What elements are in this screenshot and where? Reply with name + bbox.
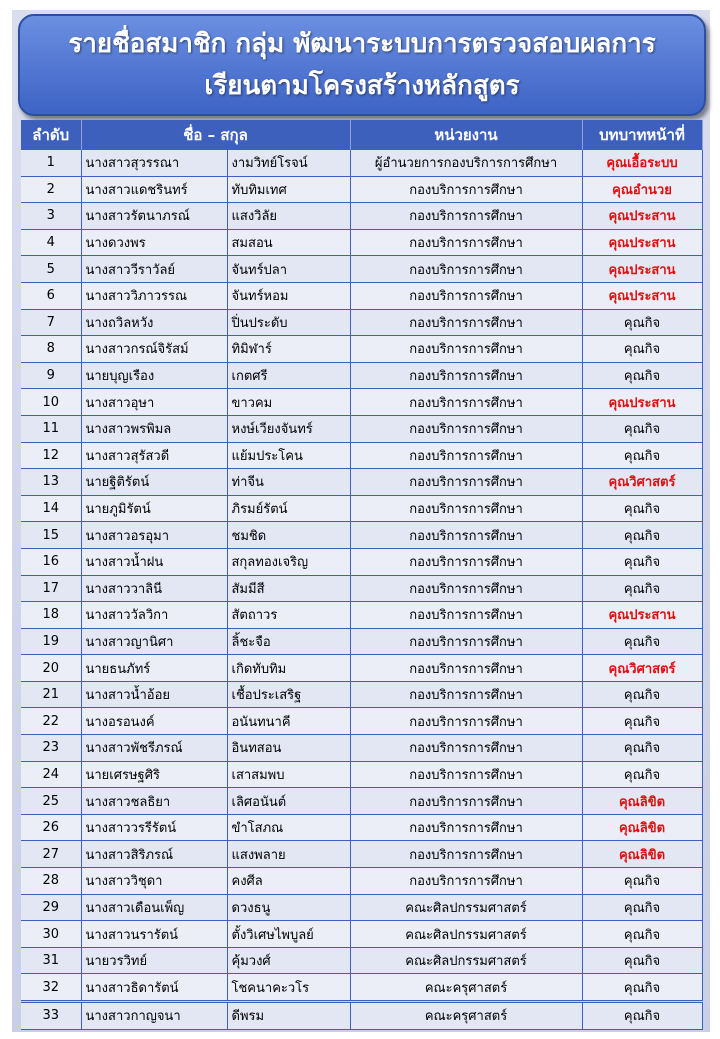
cell-unit: กองบริการการศึกษา: [350, 548, 582, 575]
header-unit: หน่วยงาน: [350, 120, 582, 150]
table-row: [21, 628, 702, 655]
cell-unit: คณะศิลปกรรมศาสตร์: [350, 947, 582, 974]
cell-no: 7: [21, 309, 81, 336]
title-line-2: เรียนตามโครงสร้างหลักสูตร: [204, 71, 520, 101]
cell-unit: กองบริการการศึกษา: [350, 256, 582, 283]
cell-role: คุณกิจ: [582, 362, 702, 389]
table-row: [21, 176, 702, 203]
table-row: [21, 203, 702, 230]
cell-no: 1: [21, 150, 81, 176]
cell-last-name: ขำโสภณ: [227, 814, 350, 841]
cell-last-name: เชื้อประเสริฐ: [227, 681, 350, 708]
cell-role: คุณกิจ: [582, 628, 702, 655]
table-row: [21, 974, 702, 1002]
cell-first-name: นางสาวน้ำอ้อย: [81, 681, 227, 708]
cell-role: คุณกิจ: [582, 868, 702, 895]
cell-unit: ผู้อำนวยการกองบริการการศึกษา: [350, 150, 582, 176]
table-row: [21, 309, 702, 336]
cell-first-name: นางสาวชลธิยา: [81, 788, 227, 815]
cell-first-name: นางสาวรัตนาภรณ์: [81, 203, 227, 230]
table-row: [21, 841, 702, 868]
cell-role: คุณลิขิต: [582, 814, 702, 841]
cell-no: 4: [21, 229, 81, 256]
cell-role: คุณลิขิต: [582, 841, 702, 868]
cell-last-name: ภิรมย์รัตน์: [227, 495, 350, 522]
cell-last-name: ลิ้ชะจือ: [227, 628, 350, 655]
table-row: [21, 602, 702, 629]
cell-unit: กองบริการการศึกษา: [350, 282, 582, 309]
cell-last-name: เกิดทับทิม: [227, 655, 350, 682]
cell-unit: กองบริการการศึกษา: [350, 176, 582, 203]
cell-first-name: นางอรอนงค์: [81, 708, 227, 735]
cell-no: 24: [21, 761, 81, 788]
cell-no: 22: [21, 708, 81, 735]
cell-first-name: นางสาวพัชรีภรณ์: [81, 735, 227, 762]
cell-no: 13: [21, 469, 81, 496]
table-row: [21, 389, 702, 416]
table-row: [21, 442, 702, 469]
cell-role: คุณกิจ: [582, 415, 702, 442]
table-row: [21, 336, 702, 363]
cell-last-name: คุ้มวงศ์: [227, 947, 350, 974]
cell-last-name: อนันทนาคี: [227, 708, 350, 735]
cell-last-name: สมสอน: [227, 229, 350, 256]
cell-no: 32: [21, 974, 81, 1002]
cell-role: คุณเอื้อระบบ: [582, 150, 702, 176]
cell-no: 33: [21, 1002, 81, 1030]
cell-last-name: คงศีล: [227, 868, 350, 895]
cell-first-name: นางสาวญานิศา: [81, 628, 227, 655]
table-row: [21, 921, 702, 948]
cell-first-name: นายวรวิทย์: [81, 947, 227, 974]
cell-last-name: แย้มประโคน: [227, 442, 350, 469]
cell-role: คุณกิจ: [582, 974, 702, 1002]
cell-first-name: นางสาวอรอุมา: [81, 522, 227, 549]
cell-unit: คณะศิลปกรรมศาสตร์: [350, 921, 582, 948]
cell-no: 26: [21, 814, 81, 841]
cell-no: 5: [21, 256, 81, 283]
cell-no: 20: [21, 655, 81, 682]
table-row: [21, 1002, 702, 1030]
table-row: [21, 708, 702, 735]
cell-no: 23: [21, 735, 81, 762]
cell-role: คุณวิศาสตร์: [582, 655, 702, 682]
cell-role: คุณกิจ: [582, 947, 702, 974]
cell-last-name: สัตถาวร: [227, 602, 350, 629]
cell-unit: คณะศิลปกรรมศาสตร์: [350, 894, 582, 921]
cell-last-name: ทับทิมเทศ: [227, 176, 350, 203]
cell-unit: กองบริการการศึกษา: [350, 761, 582, 788]
cell-first-name: นายฐิติรัตน์: [81, 469, 227, 496]
cell-role: คุณประสาน: [582, 389, 702, 416]
cell-role: คุณกิจ: [582, 336, 702, 363]
table-row: [21, 655, 702, 682]
cell-unit: กองบริการการศึกษา: [350, 788, 582, 815]
cell-last-name: สัมมีสี: [227, 575, 350, 602]
cell-unit: กองบริการการศึกษา: [350, 841, 582, 868]
cell-first-name: นางสาวกาญจนา: [81, 1002, 227, 1030]
table-row: [21, 681, 702, 708]
cell-first-name: นางถวิลหวัง: [81, 309, 227, 336]
table-row: [21, 150, 702, 176]
cell-role: คุณกิจ: [582, 522, 702, 549]
cell-role: คุณอำนวย: [582, 176, 702, 203]
cell-last-name: เลิศอนันต์: [227, 788, 350, 815]
cell-no: 9: [21, 362, 81, 389]
cell-no: 27: [21, 841, 81, 868]
cell-first-name: นางสาวสิริภรณ์: [81, 841, 227, 868]
table-row: [21, 947, 702, 974]
cell-no: 18: [21, 602, 81, 629]
cell-last-name: แสงวิลัย: [227, 203, 350, 230]
cell-no: 6: [21, 282, 81, 309]
cell-no: 10: [21, 389, 81, 416]
table-row: [21, 415, 702, 442]
header-role: บทบาทหน้าที่: [582, 120, 702, 150]
cell-last-name: อินทสอน: [227, 735, 350, 762]
cell-last-name: แสงพลาย: [227, 841, 350, 868]
cell-unit: กองบริการการศึกษา: [350, 681, 582, 708]
cell-first-name: นายเศรษฐศิริ: [81, 761, 227, 788]
table-row: [21, 256, 702, 283]
cell-no: 16: [21, 548, 81, 575]
table-row: [21, 868, 702, 895]
title-line-1: รายชื่อสมาชิก กลุ่ม พัฒนาระบบการตรวจสอบผลการ: [68, 29, 656, 59]
cell-last-name: ปิ่นประดับ: [227, 309, 350, 336]
cell-first-name: นางสาวอุษา: [81, 389, 227, 416]
cell-unit: กองบริการการศึกษา: [350, 469, 582, 496]
cell-last-name: จันทร์หอม: [227, 282, 350, 309]
cell-unit: กองบริการการศึกษา: [350, 735, 582, 762]
cell-unit: กองบริการการศึกษา: [350, 628, 582, 655]
cell-unit: กองบริการการศึกษา: [350, 655, 582, 682]
cell-unit: กองบริการการศึกษา: [350, 602, 582, 629]
table-row: [21, 362, 702, 389]
table-row: [21, 282, 702, 309]
cell-role: คุณประสาน: [582, 256, 702, 283]
cell-no: 17: [21, 575, 81, 602]
cell-no: 31: [21, 947, 81, 974]
cell-last-name: หงษ์เวียงจันทร์: [227, 415, 350, 442]
table-header-row: [21, 120, 702, 150]
cell-role: คุณประสาน: [582, 602, 702, 629]
cell-no: 8: [21, 336, 81, 363]
cell-last-name: งามวิทย์โรจน์: [227, 150, 350, 176]
table-row: [21, 469, 702, 496]
cell-no: 14: [21, 495, 81, 522]
cell-role: คุณประสาน: [582, 229, 702, 256]
cell-role: คุณประสาน: [582, 203, 702, 230]
cell-role: คุณกิจ: [582, 548, 702, 575]
cell-role: คุณกิจ: [582, 761, 702, 788]
cell-no: 3: [21, 203, 81, 230]
cell-role: คุณลิขิต: [582, 788, 702, 815]
cell-no: 21: [21, 681, 81, 708]
cell-role: คุณกิจ: [582, 442, 702, 469]
cell-no: 28: [21, 868, 81, 895]
table-row: [21, 788, 702, 815]
cell-first-name: นายภูมิรัตน์: [81, 495, 227, 522]
cell-role: คุณกิจ: [582, 495, 702, 522]
cell-first-name: นางดวงพร: [81, 229, 227, 256]
cell-last-name: ดวงธนู: [227, 894, 350, 921]
cell-first-name: นางสาววาลินี: [81, 575, 227, 602]
cell-no: 25: [21, 788, 81, 815]
cell-no: 11: [21, 415, 81, 442]
cell-last-name: จันทร์ปลา: [227, 256, 350, 283]
cell-first-name: นางสาวนรารัตน์: [81, 921, 227, 948]
cell-role: คุณกิจ: [582, 1002, 702, 1030]
cell-unit: คณะครุศาสตร์: [350, 1002, 582, 1030]
cell-first-name: นางสาวพรพิมล: [81, 415, 227, 442]
cell-first-name: นางสาววิภาวรรณ: [81, 282, 227, 309]
cell-first-name: นายบุญเรือง: [81, 362, 227, 389]
table-row: [21, 814, 702, 841]
table-row: [21, 522, 702, 549]
cell-unit: กองบริการการศึกษา: [350, 575, 582, 602]
cell-last-name: ดีพรม: [227, 1002, 350, 1030]
cell-first-name: นางสาวแดชรินทร์: [81, 176, 227, 203]
cell-last-name: เสาสมพบ: [227, 761, 350, 788]
cell-no: 12: [21, 442, 81, 469]
cell-role: คุณกิจ: [582, 921, 702, 948]
cell-last-name: ตั้งวิเศษไพบูลย์: [227, 921, 350, 948]
cell-role: คุณกิจ: [582, 708, 702, 735]
cell-no: 30: [21, 921, 81, 948]
cell-last-name: ทิมิฬาร์: [227, 336, 350, 363]
cell-unit: กองบริการการศึกษา: [350, 708, 582, 735]
cell-last-name: เกตศรี: [227, 362, 350, 389]
cell-unit: กองบริการการศึกษา: [350, 203, 582, 230]
cell-first-name: นางสาวสุวรรณา: [81, 150, 227, 176]
cell-last-name: โชคนาคะวโร: [227, 974, 350, 1002]
member-table: [21, 120, 703, 1030]
cell-role: คุณวิศาสตร์: [582, 469, 702, 496]
cell-unit: กองบริการการศึกษา: [350, 522, 582, 549]
cell-first-name: นางสาวธิดารัตน์: [81, 974, 227, 1002]
cell-first-name: นางสาววีราวัลย์: [81, 256, 227, 283]
title-banner: [18, 14, 706, 116]
cell-unit: กองบริการการศึกษา: [350, 814, 582, 841]
cell-role: คุณกิจ: [582, 309, 702, 336]
cell-first-name: นางสาวสุรัสวดี: [81, 442, 227, 469]
cell-unit: กองบริการการศึกษา: [350, 415, 582, 442]
cell-first-name: นางสาวเดือนเพ็ญ: [81, 894, 227, 921]
cell-first-name: นางสาววรรีรัตน์: [81, 814, 227, 841]
cell-unit: กองบริการการศึกษา: [350, 442, 582, 469]
cell-first-name: นางสาวน้ำฝน: [81, 548, 227, 575]
cell-no: 19: [21, 628, 81, 655]
cell-unit: กองบริการการศึกษา: [350, 389, 582, 416]
cell-unit: กองบริการการศึกษา: [350, 309, 582, 336]
cell-first-name: นางสาววัลวิกา: [81, 602, 227, 629]
table-row: [21, 894, 702, 921]
table-row: [21, 735, 702, 762]
cell-unit: กองบริการการศึกษา: [350, 336, 582, 363]
cell-unit: กองบริการการศึกษา: [350, 495, 582, 522]
cell-first-name: นายธนภัทร์: [81, 655, 227, 682]
table-row: [21, 229, 702, 256]
cell-last-name: ชมชิด: [227, 522, 350, 549]
cell-last-name: ขาวคม: [227, 389, 350, 416]
cell-role: คุณกิจ: [582, 681, 702, 708]
cell-unit: กองบริการการศึกษา: [350, 229, 582, 256]
cell-role: คุณกิจ: [582, 894, 702, 921]
cell-unit: คณะครุศาสตร์: [350, 974, 582, 1002]
cell-last-name: ท่าจีน: [227, 469, 350, 496]
cell-role: คุณกิจ: [582, 735, 702, 762]
cell-unit: กองบริการการศึกษา: [350, 362, 582, 389]
cell-last-name: สกุลทองเจริญ: [227, 548, 350, 575]
header-no: ลำดับ: [21, 120, 81, 150]
table-row: [21, 575, 702, 602]
cell-no: 15: [21, 522, 81, 549]
header-name: ชื่อ – สกุล: [81, 120, 350, 150]
table-row: [21, 761, 702, 788]
table-row: [21, 495, 702, 522]
table-row: [21, 548, 702, 575]
cell-no: 2: [21, 176, 81, 203]
cell-no: 29: [21, 894, 81, 921]
cell-first-name: นางสาววิชุดา: [81, 868, 227, 895]
cell-first-name: นางสาวกรณ์จิรัสม์: [81, 336, 227, 363]
cell-role: คุณประสาน: [582, 282, 702, 309]
cell-unit: กองบริการการศึกษา: [350, 868, 582, 895]
cell-role: คุณกิจ: [582, 575, 702, 602]
